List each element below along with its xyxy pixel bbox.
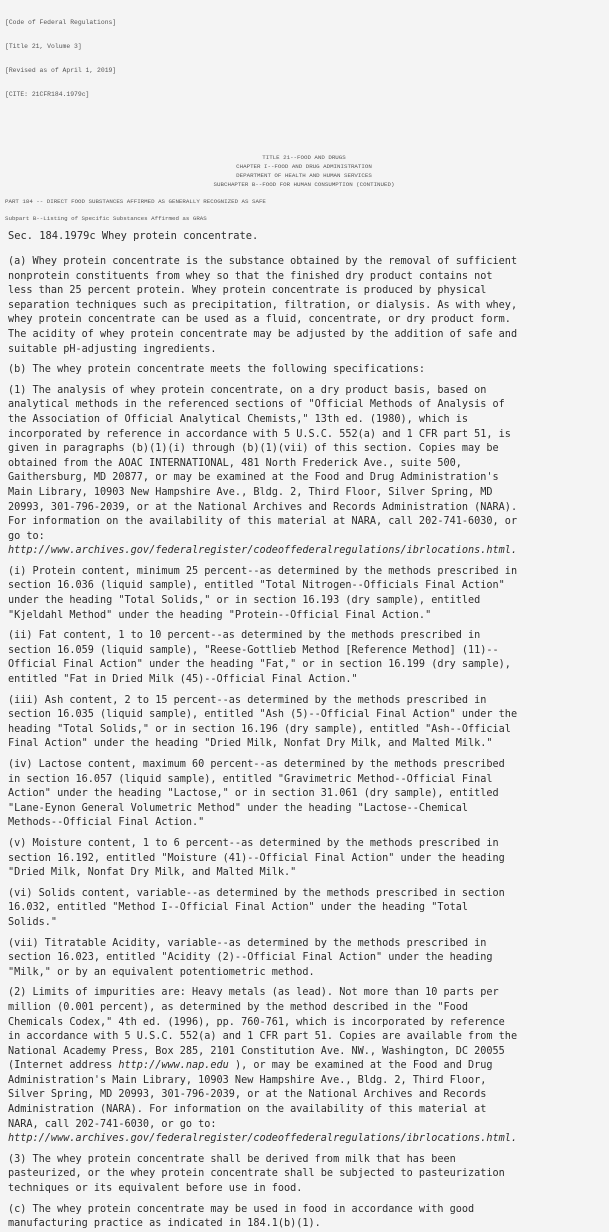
- paragraph-line: incorporated by reference in accordance with 5 U.S.C. 552(a) and 1 CFR part 51, is: [8, 428, 511, 440]
- paragraph-line: Administration (NARA). For information on the availability of this material at: [8, 1104, 487, 1116]
- paragraph: [5, 384, 603, 559]
- paragraph-line: section 16.192, entitled "Moisture (41)--Official Final Action" under the heading: [8, 852, 505, 864]
- paragraph-line: entitled "Fat in Dried Milk (45)--Official Final Action.": [8, 674, 358, 686]
- paragraph-line: "Lane-Eynon General Volumetric Method" under the heading "Lactose--Chemical: [8, 802, 469, 814]
- cite-label: [CITE: 21CFR184.1979c]: [5, 91, 90, 98]
- paragraph-line: whey protein concentrate can be used as a fluid, concentrate, or dry product form.: [8, 314, 511, 326]
- paragraph-line: pasteurized, or the whey protein concentrate shall be subjected to pasteurization: [8, 1168, 505, 1180]
- paragraph-line: million (0.001 percent), as determined by the method described in the "Food: [8, 1001, 469, 1013]
- paragraph-line: obtained from the AOAC INTERNATIONAL, 481 North Frederick Ave., suite 500,: [8, 457, 462, 469]
- paragraph-line: "Milk," or by an equivalent potentiometric method.: [8, 966, 315, 978]
- paragraph: [5, 565, 603, 623]
- code-label: [Code of Federal Regulations]: [5, 19, 117, 26]
- paragraph-line: [8, 1059, 603, 1074]
- section-title: Sec. 184.1979c Whey protein concentrate.: [8, 230, 259, 242]
- paragraph-line: less than 25 percent protein. Whey protein concentrate is produced by physical: [8, 285, 487, 297]
- paragraph: [5, 1203, 603, 1232]
- paragraph-line: (1) The analysis of whey protein concentrate, on a dry product basis, based on: [8, 384, 487, 396]
- paragraph-line: Chemicals Codex," 4th ed. (1996), pp. 760-761, which is incorporated by reference: [8, 1016, 505, 1028]
- paragraph-line: in section 16.057 (liquid sample), entitled "Gravimetric Method--Official Final: [8, 773, 493, 785]
- paragraph-line: Solids.": [8, 916, 58, 928]
- citation-header: [5, 3, 603, 115]
- paragraph-line: go to:: [8, 530, 45, 542]
- paragraph-line: Gaithersburg, MD 20877, or may be examined at the Food and Drug Administration's: [8, 472, 499, 484]
- paragraph-line: (iii) Ash content, 2 to 15 percent--as determined by the methods prescribed in: [8, 694, 487, 706]
- inline-prefix: (Internet address: [8, 1060, 119, 1072]
- inline-suffix: ), or may be examined at the Food and Drug: [228, 1060, 493, 1072]
- title-heading: TITLE 21--FOOD AND DRUGS: [262, 154, 346, 161]
- paragraph-line: "Dried Milk, Nonfat Dry Milk, and Malted Milk.": [8, 867, 297, 879]
- revised-label: [Revised as of April 1, 2019]: [5, 67, 117, 74]
- section-body: [5, 255, 603, 1232]
- paragraph-line: (v) Moisture content, 1 to 6 percent--as determined by the methods prescribed in: [8, 837, 499, 849]
- paragraph: [5, 837, 603, 881]
- paragraph-line: (b) The whey protein concentrate meets the following specifications:: [8, 364, 426, 376]
- paragraph-line: (iv) Lactose content, maximum 60 percent--as determined by the methods prescribed: [8, 759, 505, 770]
- paragraph-line: 20993, 301-796-2039, or at the National Archives and Records Administration (NARA).: [8, 501, 518, 513]
- paragraph-line: analytical methods in the referenced sections of "Official Methods of Analysis of: [8, 399, 505, 411]
- paragraph-line: Silver Spring, MD 20993, 301-796-2039, or at the National Archives and Records: [8, 1089, 487, 1101]
- paragraph: [5, 1153, 603, 1197]
- paragraph-line: the Association of Official Analytical Chemists," 13th ed. (1980), which is: [8, 413, 469, 425]
- department-heading: DEPARTMENT OF HEALTH AND HUMAN SERVICES: [236, 172, 372, 179]
- subpart-heading: Subpart B--Listing of Specific Substances Affirmed as GRAS: [5, 215, 207, 222]
- paragraph-line: (2) Limits of impurities are: Heavy metals (as lead). Not more than 10 parts per: [8, 987, 499, 999]
- paragraph-line: (a) Whey protein concentrate is the substance obtained by the removal of sufficient: [8, 256, 518, 267]
- paragraph-line: Administration's Main Library, 10903 New Hampshire Ave., Bldg. 2, Third Floor,: [8, 1074, 487, 1086]
- paragraph-line: heading "Total Solids," or in section 16.196 (dry sample), entitled "Ash--Official: [8, 723, 511, 735]
- paragraph-line: Methods--Official Final Action.": [8, 817, 205, 829]
- paragraph: [5, 255, 603, 357]
- paragraph-line: techniques or its equivalent before use in food.: [8, 1183, 303, 1195]
- paragraph-line: nonprotein constituents from whey so that the finished dry product contains not: [8, 270, 493, 282]
- paragraph-line: separation techniques such as precipitation, filtration, or dialysis. As with whey,: [8, 299, 518, 311]
- paragraph-line: in accordance with 5 U.S.C. 552(a) and 1 CFR part 51. Copies are available from the: [8, 1031, 518, 1043]
- paragraph-line: National Academy Press, Box 285, 2101 Constitution Ave. NW., Washington, DC 20055: [8, 1045, 505, 1057]
- paragraph: [5, 629, 603, 687]
- paragraph: [5, 363, 603, 378]
- paragraph-line: section 16.023, entitled "Acidity (2)--Official Final Action" under the heading: [8, 952, 493, 964]
- paragraph: [5, 758, 603, 831]
- paragraph-line: section 16.035 (liquid sample), entitled "Ash (5)--Official Final Action" under the: [8, 709, 518, 721]
- paragraph-line: suitable pH-adjusting ingredients.: [8, 343, 217, 355]
- paragraph: [5, 986, 603, 1147]
- paragraph-line: given in paragraphs (b)(1)(i) through (b)(1)(vii) of this section. Copies may be: [8, 443, 499, 455]
- paragraph-line: Official Final Action" under the heading "Fat," or in section 16.199 (dry sample),: [8, 659, 511, 671]
- paragraph-line: (vii) Titratable Acidity, variable--as determined by the methods prescribed in: [8, 937, 487, 949]
- reference-url[interactable]: http://www.archives.gov/federalregister/codeoffederalregulations/ibrlocations.html.: [8, 1133, 518, 1145]
- paragraph: [5, 694, 603, 752]
- paragraph-line: section 16.036 (liquid sample), entitled "Total Nitrogen--Officials Final Action": [8, 580, 505, 592]
- paragraph-line: (vi) Solids content, variable--as determined by the methods prescribed in section: [8, 887, 505, 899]
- paragraph-line: (c) The whey protein concentrate may be used in food in accordance with good: [8, 1203, 475, 1215]
- paragraph: [5, 887, 603, 931]
- paragraph-line: (3) The whey protein concentrate shall be derived from milk that has been: [8, 1153, 456, 1165]
- paragraph-line: Action" under the heading "Lactose," or in section 31.061 (dry sample), entitled: [8, 788, 499, 800]
- paragraph-line: manufacturing practice as indicated in 184.1(b)(1).: [8, 1218, 321, 1230]
- paragraph-line: (ii) Fat content, 1 to 10 percent--as determined by the methods prescribed in: [8, 630, 481, 642]
- paragraph-line: under the heading "Total Solids," or in section 16.193 (dry sample), entitled: [8, 595, 481, 607]
- reference-url[interactable]: http://www.archives.gov/federalregister/codeoffederalregulations/ibrlocations.html.: [8, 545, 518, 557]
- paragraph: [5, 937, 603, 981]
- paragraph-line: NARA, call 202-741-6030, or go to:: [8, 1118, 217, 1130]
- paragraph-line: For information on the availability of this material at NARA, call 202-741-6030, or: [8, 516, 518, 528]
- paragraph-line: "Kjeldahl Method" under the heading "Protein--Official Final Action.": [8, 609, 432, 621]
- paragraph-line: (i) Protein content, minimum 25 percent--as determined by the methods prescribed in: [8, 565, 518, 577]
- paragraph-line: The acidity of whey protein concentrate may be adjusted by the addition of safe and: [8, 328, 518, 340]
- subchapter-heading: SUBCHAPTER B--FOOD FOR HUMAN CONSUMPTION (CONTINUED): [213, 181, 395, 188]
- part-heading: PART 184 -- DIRECT FOOD SUBSTANCES AFFIRMED AS GENERALLY RECOGNIZED AS SAFE: [5, 198, 266, 205]
- title-volume-label: [Title 21, Volume 3]: [5, 43, 82, 50]
- paragraph-line: Main Library, 10903 New Hampshire Ave., Bldg. 2, Third Floor, Silver Spring, MD: [8, 486, 493, 498]
- paragraph-line: Final Action" under the heading "Dried Milk, Nonfat Dry Milk, and Malted Milk.": [8, 738, 493, 750]
- paragraph-line: section 16.059 (liquid sample), "Reese-Gottlieb Method [Reference Method] (11)--: [8, 644, 499, 656]
- nap-url-link[interactable]: http://www.nap.edu: [118, 1060, 229, 1072]
- chapter-heading: CHAPTER I--FOOD AND DRUG ADMINISTRATION: [236, 163, 372, 170]
- title-block: [5, 153, 603, 189]
- paragraph-line: 16.032, entitled "Method I--Official Final Action" under the heading "Total: [8, 902, 469, 914]
